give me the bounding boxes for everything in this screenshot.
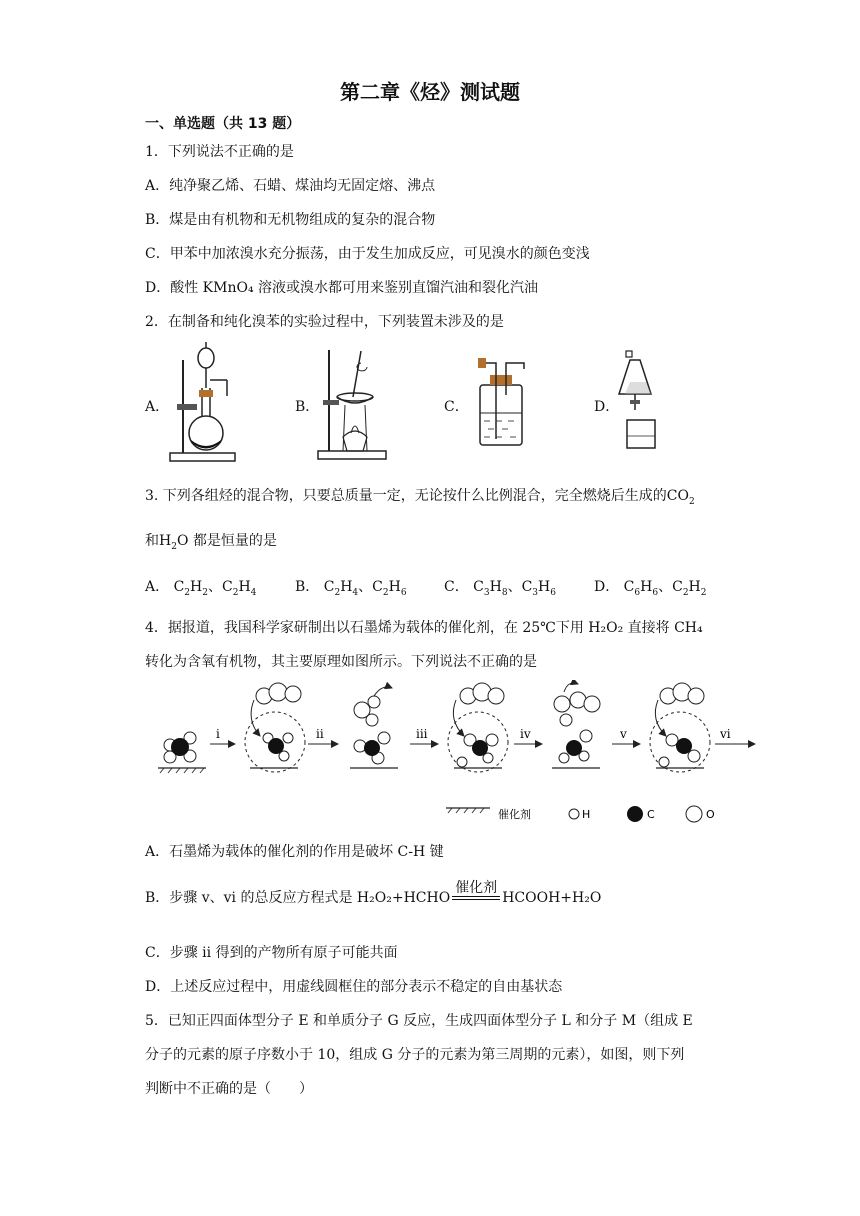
q1-option-d: D．酸性 KMnO₄ 溶液或溴水都可用来鉴别直馏汽油和裂化汽油 [145, 280, 539, 296]
q4-option-b-post: HCOOH+H₂O [502, 890, 602, 906]
legend-h: H [582, 808, 591, 821]
q3-option-d-sep: 、 [658, 579, 673, 595]
q2-label-c: C． [444, 399, 469, 415]
stage-2 [350, 687, 398, 768]
stage-3 [448, 683, 508, 772]
diagram-legend [446, 806, 715, 822]
reaction-mechanism-diagram [150, 680, 760, 830]
q1-option-c: C．甲苯中加浓溴水充分振荡，由于发生加成反应，可见溴水的颜色变浅 [145, 246, 590, 262]
q5-stem-line2: 分子的元素的原子序数小于 10，组成 G 分子的元素为第三周期的元素），如图，则下列 [145, 1047, 685, 1063]
step-label-ii: ii [316, 727, 324, 741]
step-label-iii: iii [416, 727, 428, 741]
q3-co2-subscript: 2 [689, 496, 695, 507]
q3-stem-h: 和H [145, 533, 172, 549]
q3-option-a: A． $C_2H_2$、$C_2H_4$ [145, 579, 257, 598]
q3-option-b: B． $C_2H_4$、$C_2H_6$ [295, 579, 407, 598]
q3-option-b-label: B． [295, 579, 320, 595]
q4-option-a: A．石墨烯为载体的催化剂的作用是破坏 C-H 键 [145, 844, 444, 860]
q3-option-a-label: A． [145, 579, 170, 595]
q4-stem-line2: 转化为含氧有机物，其主要原理如图所示。下列说法不正确的是 [145, 654, 537, 670]
q2-label-d: D． [594, 399, 620, 415]
stage-0-ch4 [158, 732, 206, 773]
q2-stem: 2．在制备和纯化溴苯的实验过程中，下列装置未涉及的是 [145, 314, 504, 330]
q3-option-c: C． $C_3H_8$、$C_3H_6$ [444, 579, 556, 598]
legend-o: O [706, 808, 715, 821]
stage-4 [552, 683, 600, 768]
apparatus-c-diagram [470, 355, 530, 450]
step-label-vi: vi [720, 727, 731, 741]
section-heading: 一、单选题（共 13 题） [145, 116, 301, 132]
stage-5 [650, 683, 710, 772]
q2-label-a: A． [145, 399, 170, 415]
legend-c: C [647, 808, 655, 821]
q4-stem-line1: 4．据报道，我国科学家研制出以石墨烯为载体的催化剂，在 25℃下用 H₂O₂ 直接将 CH₄ [145, 620, 703, 636]
q3-option-c-label: C． [444, 579, 469, 595]
q3-option-c-sep: 、 [507, 579, 522, 595]
q3-h2o-subscript: 2 [171, 541, 177, 552]
step-label-iv: iv [520, 727, 531, 741]
q4-option-b-condition [452, 880, 500, 916]
q3-stem-line1 [145, 485, 695, 507]
apparatus-d-diagram [615, 348, 665, 453]
q3-option-d-label: D． [594, 579, 620, 595]
q3-option-a-sep: 、 [207, 579, 222, 595]
legend-catalyst: 催化剂 [498, 808, 531, 821]
q4-option-d: D．上述反应过程中，用虚线圆框住的部分表示不稳定的自由基状态 [145, 979, 563, 995]
q4-option-b-pre: B．步骤 v、vi 的总反应方程式是 H₂O₂+HCHO [145, 890, 451, 906]
q3-option-d: D． $C_6H_6$、$C_2H_2$ [594, 579, 707, 598]
q4-option-b [145, 880, 601, 916]
step-label-i: i [216, 727, 220, 741]
stage-1 [245, 683, 305, 772]
q2-label-b: B． [295, 399, 320, 415]
step-label-v: v [620, 727, 627, 741]
q1-stem: 1．下列说法不正确的是 [145, 144, 294, 160]
page-title: 第二章《烃》测试题 [340, 80, 520, 104]
q1-option-b: B．煤是由有机物和无机物组成的复杂的混合物 [145, 212, 436, 228]
q4-option-c: C．步骤 ii 得到的产物所有原子可能共面 [145, 945, 398, 961]
q3-stem-text: 3. 下列各组烃的混合物，只要总质量一定，无论按什么比例混合，完全燃烧后生成的CO [145, 488, 689, 504]
q5-stem-line3: 判断中不正确的是（ ） [145, 1081, 313, 1097]
q5-stem-line1: 5．已知正四面体型分子 E 和单质分子 G 反应，生成四面体型分子 L 和分子 M（组成 E [145, 1013, 693, 1029]
apparatus-b-diagram [315, 345, 390, 465]
q3-option-b-sep: 、 [358, 579, 373, 595]
q3-stem-rest: O 都是恒量的是 [176, 533, 277, 549]
q4-catalyst-label: 催化剂 [455, 880, 498, 896]
q3-stem-line2 [145, 530, 277, 552]
apparatus-a-diagram [165, 340, 240, 465]
q1-option-a: A．纯净聚乙烯、石蜡、煤油均无固定熔、沸点 [145, 178, 436, 194]
